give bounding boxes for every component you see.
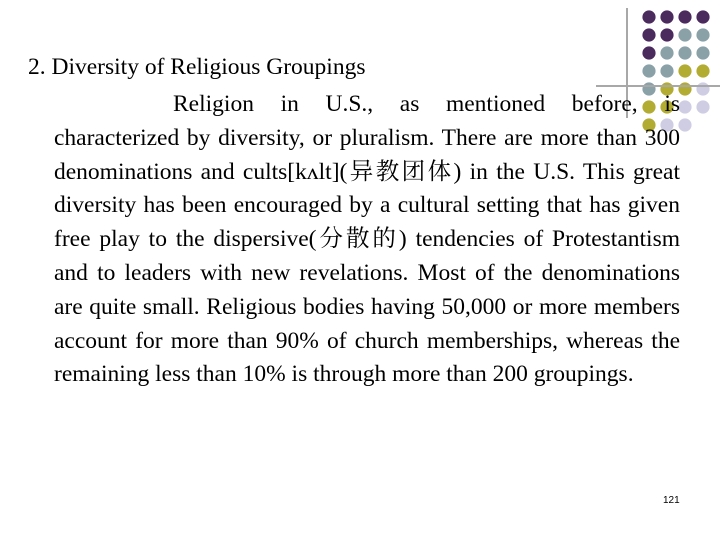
horizontal-accent-line [596,85,720,87]
decoration-dot [660,10,673,23]
decoration-dot [660,28,673,41]
decoration-dot [678,64,691,77]
decoration-dot [642,10,655,23]
decoration-dot [642,64,655,77]
slide-body-text: Religion in U.S., as mentioned before, is characterized by diversity, or pluralism. There are more than 300 denominations and cults[kʌlt](异教团体) in the U.S. This great diversity has been encouraged by a cultural setting that has given free play to the dispersive(分散的) tendencies of Protestantism and to leaders with new revelations. Most of the denominations are quite small. Religious bodies having 50,000 or more members account for more than 90% of church memberships, whereas the remaining less than 10% is through more than 200 groupings. [54,91,680,388]
decoration-dot [678,10,691,23]
decoration-dot [678,118,691,131]
decoration-dot [696,28,709,41]
slide-title: 2. Diversity of Religious Groupings [28,54,366,80]
page-number: 121 [663,495,680,506]
decoration-dot [678,100,691,113]
decoration-dot [696,46,709,59]
decoration-dot [696,64,709,77]
decoration-dot [660,46,673,59]
decoration-dot [660,64,673,77]
decoration-dot [696,100,709,113]
decoration-dot [678,28,691,41]
decoration-dot [678,46,691,59]
decoration-dot [642,46,655,59]
decoration-dot [696,10,709,23]
decoration-dot [642,28,655,41]
